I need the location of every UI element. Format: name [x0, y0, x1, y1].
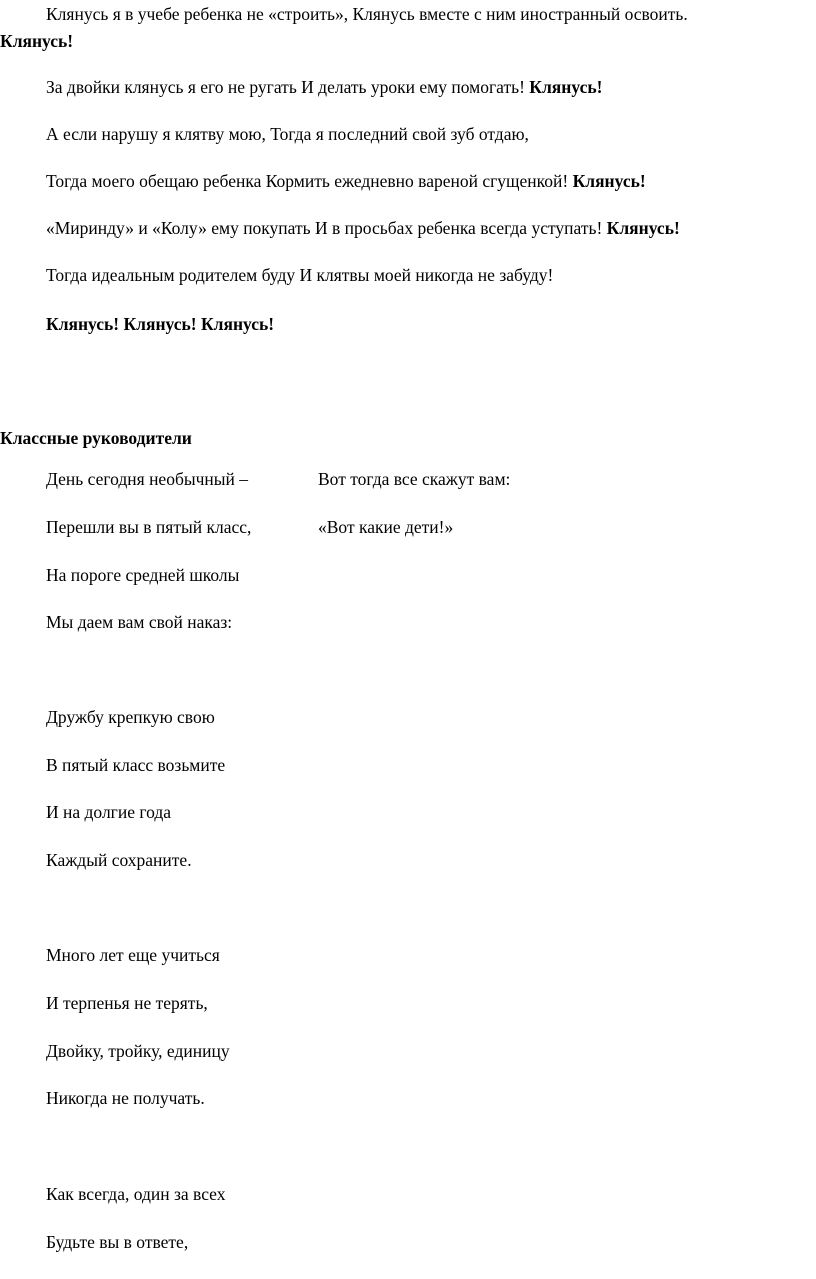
section-heading: Классные руководители: [0, 428, 192, 448]
oath-line-1: Клянусь я в учебе ребенка не «строить», Клянусь вместе с ним иностранный освоить.: [46, 4, 688, 24]
side-line-1: Вот тогда все скажут вам:: [318, 469, 511, 489]
oath-refrain-2: Клянусь!: [529, 77, 603, 97]
stanza1-line-3: На пороге средней школы: [46, 565, 240, 585]
stanza3-line-1: Много лет еще учиться: [46, 945, 220, 965]
oath-line-2-text: За двойки клянусь я его не ругать И делать уроки ему помогать!: [46, 77, 530, 97]
stanza3-line-4: Никогда не получать.: [46, 1088, 205, 1108]
stanza1-line-4: Мы даем вам свой наказ:: [46, 612, 233, 632]
oath-line-3: А если нарушу я клятву мою, Тогда я последний свой зуб отдаю,: [46, 124, 529, 144]
oath-line-2: [46, 76, 602, 98]
stanza1-line-1: День сегодня необычный –: [46, 469, 249, 489]
stanza1-line-2: Перешли вы в пятый класс,: [46, 517, 252, 537]
side-line-2: «Вот какие дети!»: [318, 517, 454, 537]
stanza2-line-3: И на долгие года: [46, 802, 172, 822]
stanza2-line-2: В пятый класс возьмите: [46, 755, 226, 775]
oath-line-6: Тогда идеальным родителем буду И клятвы моей никогда не забуду!: [46, 265, 554, 285]
oath-line-4-text: Тогда моего обещаю ребенка Кормить ежедневно вареной сгущенкой!: [46, 171, 573, 191]
stanza4-line-1: Как всегда, один за всех: [46, 1184, 226, 1204]
oath-refrain-1: Клянусь!: [0, 31, 74, 51]
oath-line-5: [46, 217, 680, 239]
oath-refrain-4: Клянусь!: [572, 171, 646, 191]
oath-line-4: [46, 170, 646, 192]
stanza2-line-4: Каждый сохраните.: [46, 850, 192, 870]
stanza2-line-1: Дружбу крепкую свою: [46, 707, 215, 727]
oath-refrain-5: Клянусь!: [606, 218, 680, 238]
stanza3-line-2: И терпенья не терять,: [46, 993, 208, 1013]
stanza3-line-3: Двойку, тройку, единицу: [46, 1041, 230, 1061]
stanza4-line-2: Будьте вы в ответе,: [46, 1232, 189, 1252]
oath-line-5-text: «Миринду» и «Колу» ему покупать И в просьбах ребенка всегда уступать!: [46, 218, 607, 238]
oath-final: Клянусь! Клянусь! Клянусь!: [46, 314, 275, 334]
